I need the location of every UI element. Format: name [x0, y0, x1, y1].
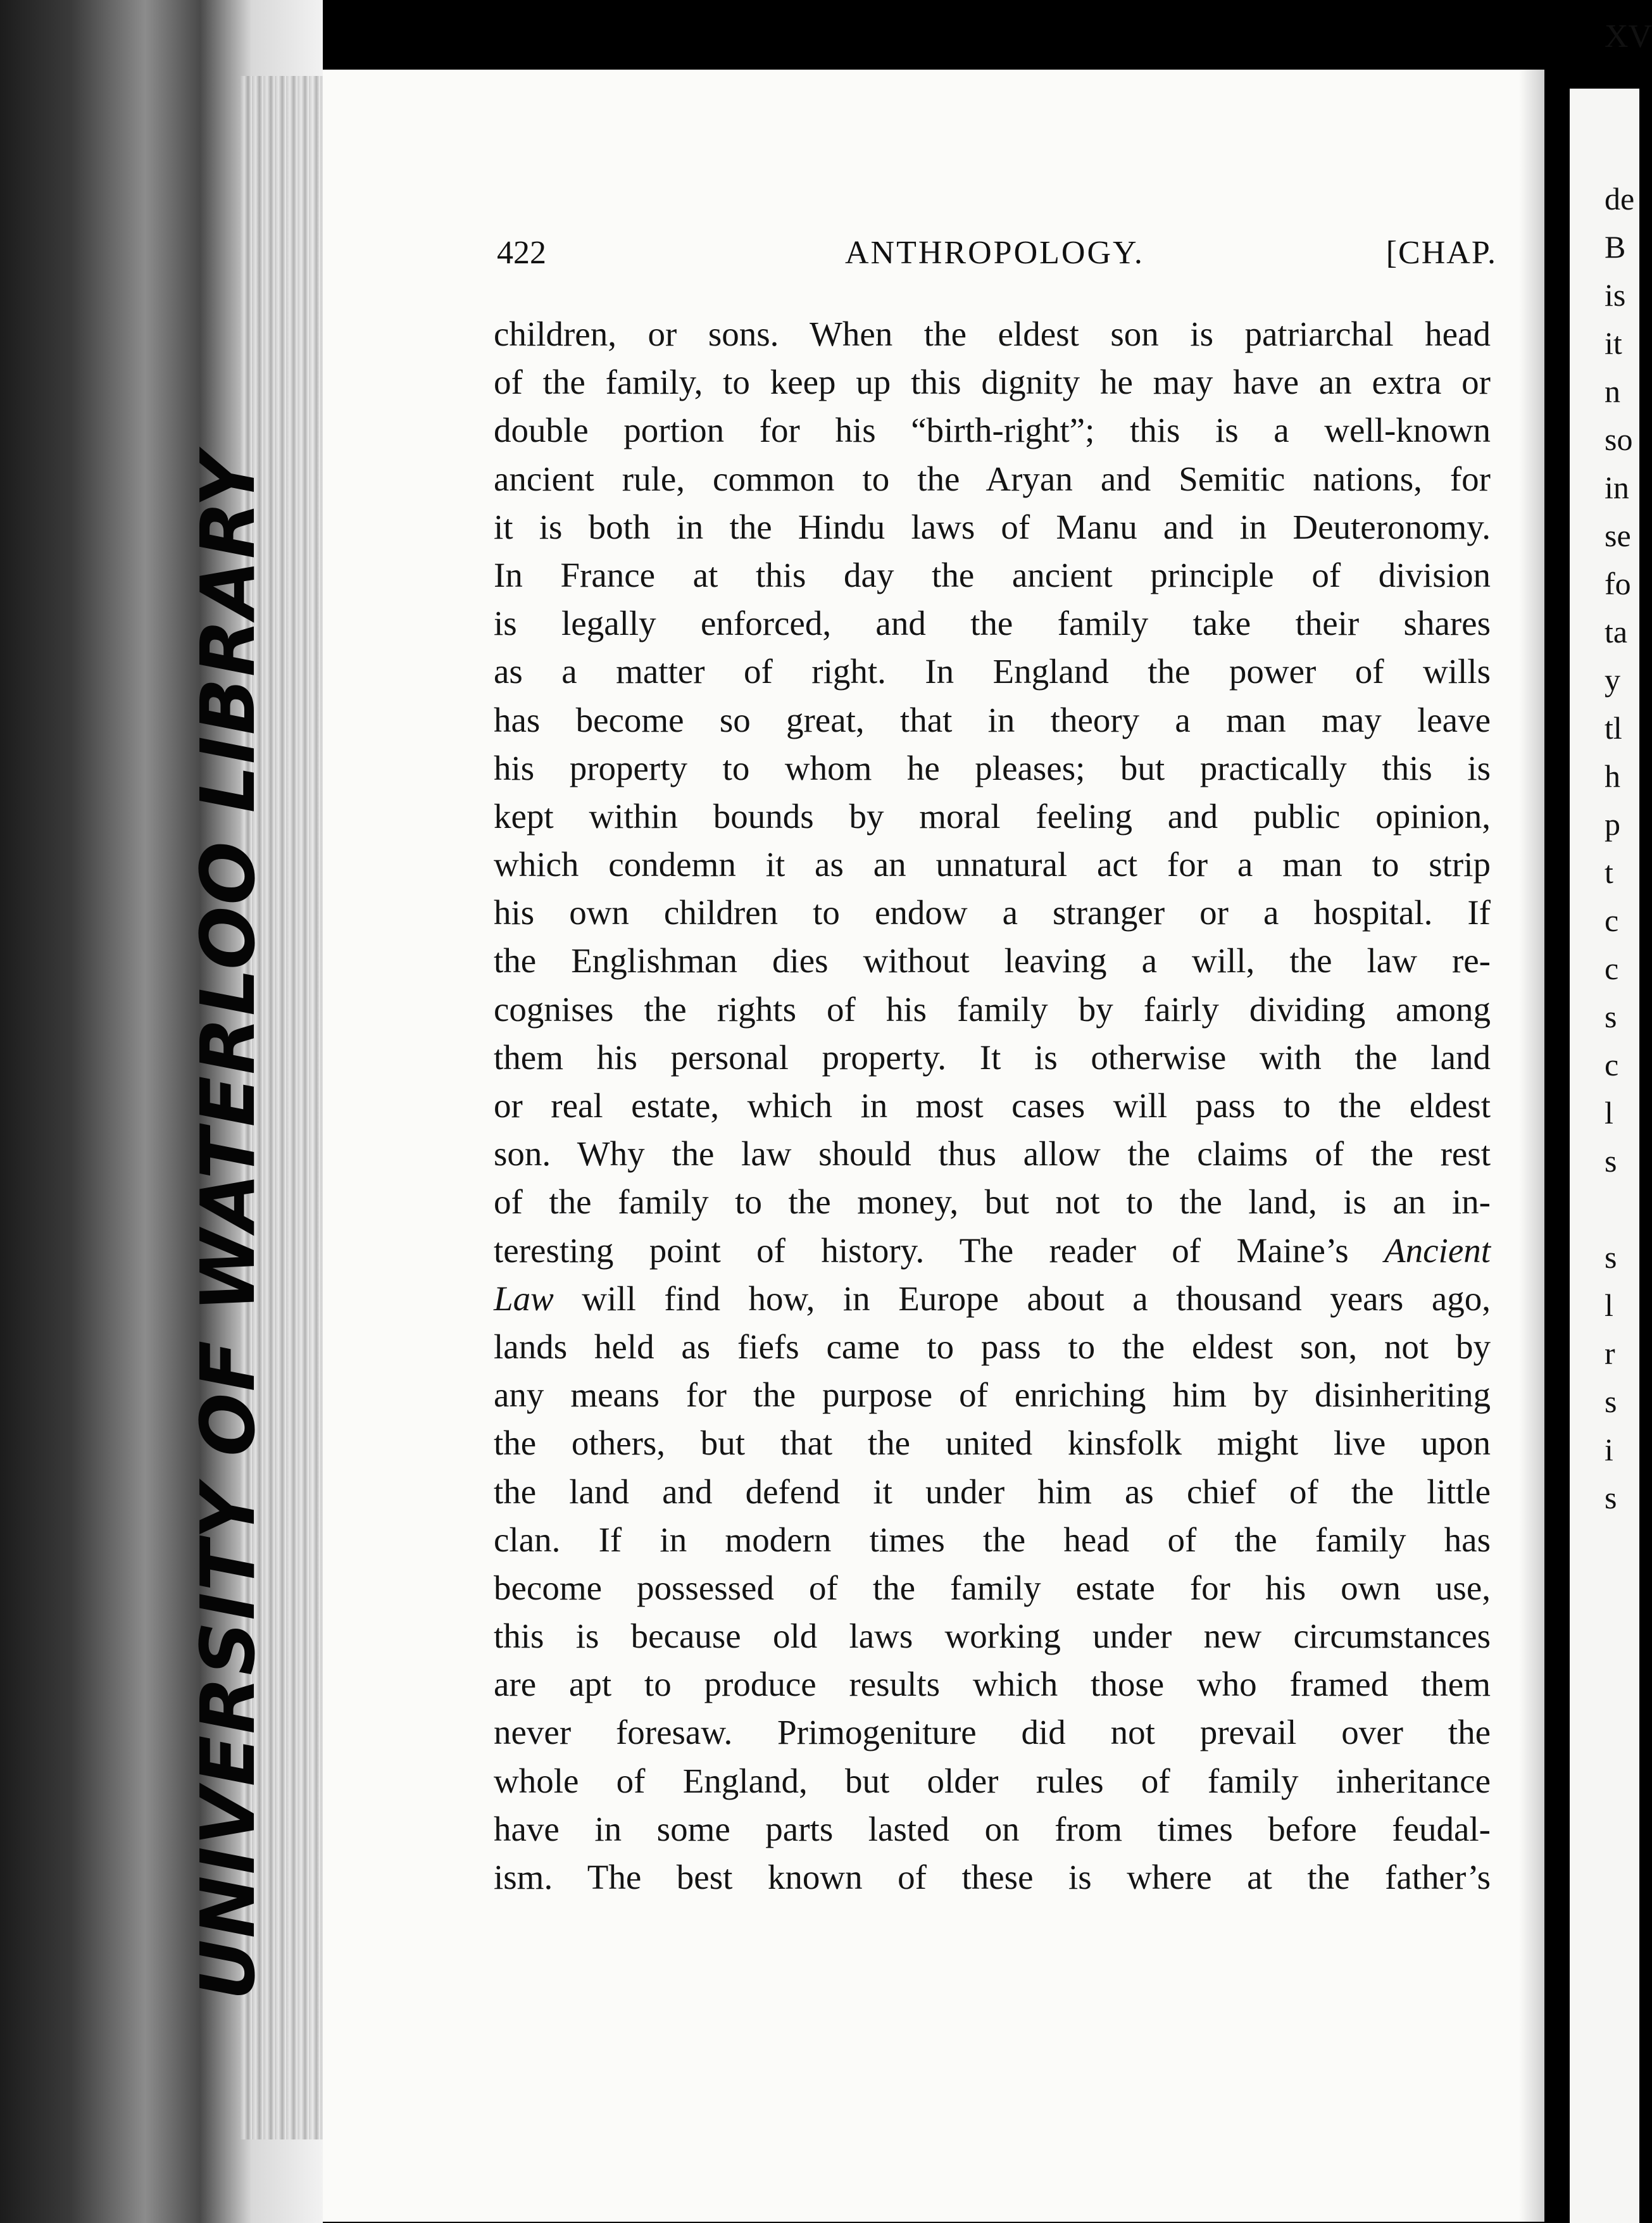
- text-line: which condemn it as an unnatural act for a man to strip: [494, 845, 1491, 884]
- text-line: children, or sons. When the eldest son is patriarchal head: [494, 315, 1491, 353]
- text-line: of the family, to keep up this dignity he may have an extra or: [494, 363, 1491, 402]
- facing-line: s: [1605, 1480, 1617, 1515]
- text-line: whole of England, but older rules of family inheritance: [494, 1761, 1491, 1800]
- facing-line: in: [1605, 470, 1629, 505]
- facing-line: n: [1605, 373, 1620, 409]
- text-line: any means for the purpose of enriching him by disinheriting: [494, 1375, 1491, 1415]
- text-line: ancient rule, common to the Aryan and Semitic nations, for: [494, 459, 1491, 498]
- text-line: or real estate, which in most cases will pass to the eldest: [494, 1086, 1491, 1125]
- text-line: never foresaw. Primogeniture did not prevail over the: [494, 1713, 1491, 1752]
- text-line-with-italic: [494, 1227, 1491, 1275]
- facing-line: ta: [1605, 614, 1628, 649]
- facing-line: l: [1605, 1095, 1613, 1130]
- text-line: cognises the rights of his family by fairly dividing among: [494, 989, 1491, 1029]
- text-line: clan. If in modern times the head of the family has: [494, 1520, 1491, 1559]
- facing-line: c: [1605, 951, 1619, 986]
- facing-line: it: [1605, 325, 1622, 361]
- text-line: double portion for his “birth-right”; this is a well-known: [494, 411, 1491, 450]
- text-line: the land and defend it under him as chief of the little: [494, 1472, 1491, 1511]
- facing-line: l: [1605, 1287, 1613, 1323]
- text-line: this is because old laws working under new circumstances: [494, 1617, 1491, 1656]
- text-line: son. Why the law should thus allow the claims of the rest: [494, 1134, 1491, 1174]
- facing-line: s: [1605, 1384, 1617, 1419]
- italic-title-word: Law: [494, 1279, 554, 1318]
- text-line: has become so great, that in theory a man may leave: [494, 700, 1491, 739]
- text-line: his own children to endow a stranger or a hospital. If: [494, 893, 1491, 932]
- facing-line: is: [1605, 277, 1626, 313]
- facing-line: c: [1605, 903, 1619, 938]
- facing-line: tl: [1605, 710, 1622, 746]
- facing-line: fo: [1605, 566, 1631, 601]
- chapter-mark: [CHAP.: [1386, 235, 1497, 271]
- body-text: [494, 310, 1491, 1901]
- text-line: have in some parts lasted on from times before feudal-: [494, 1809, 1491, 1848]
- facing-line: s: [1605, 1239, 1617, 1275]
- line-text: teresting point of history. The reader of Maine’s: [494, 1230, 1349, 1270]
- text-line: is legally enforced, and the family take their shares: [494, 604, 1491, 643]
- text-line: it is both in the Hindu laws of Manu and in Deuteronomy.: [494, 507, 1491, 546]
- running-head: [497, 234, 1497, 279]
- facing-header: XV: [1605, 18, 1652, 54]
- facing-line: y: [1605, 662, 1620, 698]
- facing-line: de: [1605, 181, 1635, 216]
- facing-line: s: [1605, 999, 1617, 1034]
- text-line-with-italic: [494, 1275, 1491, 1323]
- text-line: lands held as fiefs came to pass to the eldest son, not by: [494, 1327, 1491, 1366]
- text-line: his property to whom he pleases; but practically this is: [494, 748, 1491, 787]
- text-line: as a matter of right. In England the power of wills: [494, 652, 1491, 691]
- text-line: are apt to produce results which those who framed them: [494, 1665, 1491, 1704]
- text-line: the others, but that the united kinsfolk might live upon: [494, 1424, 1491, 1463]
- text-line: the Englishman dies without leaving a will, the law re-: [494, 941, 1491, 980]
- facing-line: r: [1605, 1336, 1615, 1371]
- facing-line: t: [1605, 855, 1613, 890]
- running-title: ANTHROPOLOGY.: [845, 235, 1144, 271]
- facing-line: [1605, 1185, 1639, 1233]
- facing-line: se: [1605, 518, 1631, 553]
- line-text: will find how, in Europe about a thousand years ago,: [582, 1279, 1491, 1318]
- text-line: In France at this day the ancient principle of division: [494, 555, 1491, 594]
- text-line: of the family to the money, but not to the land, is an in-: [494, 1182, 1491, 1222]
- library-stamp: UNIVERSITY OF WATERLOO LIBRARY: [184, 451, 272, 2000]
- facing-line: i: [1605, 1432, 1613, 1467]
- page-gutter-shadow: [1519, 70, 1544, 2222]
- facing-page-text: [1605, 18, 1652, 1522]
- text-line: become possessed of the family estate for his own use,: [494, 1568, 1491, 1607]
- text-line: them his personal property. It is otherwise with the land: [494, 1037, 1491, 1077]
- italic-title-word: Ancient: [1384, 1230, 1491, 1270]
- facing-line: B: [1605, 229, 1626, 265]
- page-number: 422: [497, 235, 546, 271]
- text-line: ism. The best known of these is where at the father’s: [494, 1858, 1491, 1896]
- facing-line: c: [1605, 1047, 1619, 1082]
- facing-line: s: [1605, 1143, 1617, 1179]
- text-line: kept within bounds by moral feeling and public opinion,: [494, 796, 1491, 836]
- facing-line: so: [1605, 422, 1633, 457]
- facing-line: p: [1605, 806, 1620, 842]
- facing-line: h: [1605, 758, 1620, 794]
